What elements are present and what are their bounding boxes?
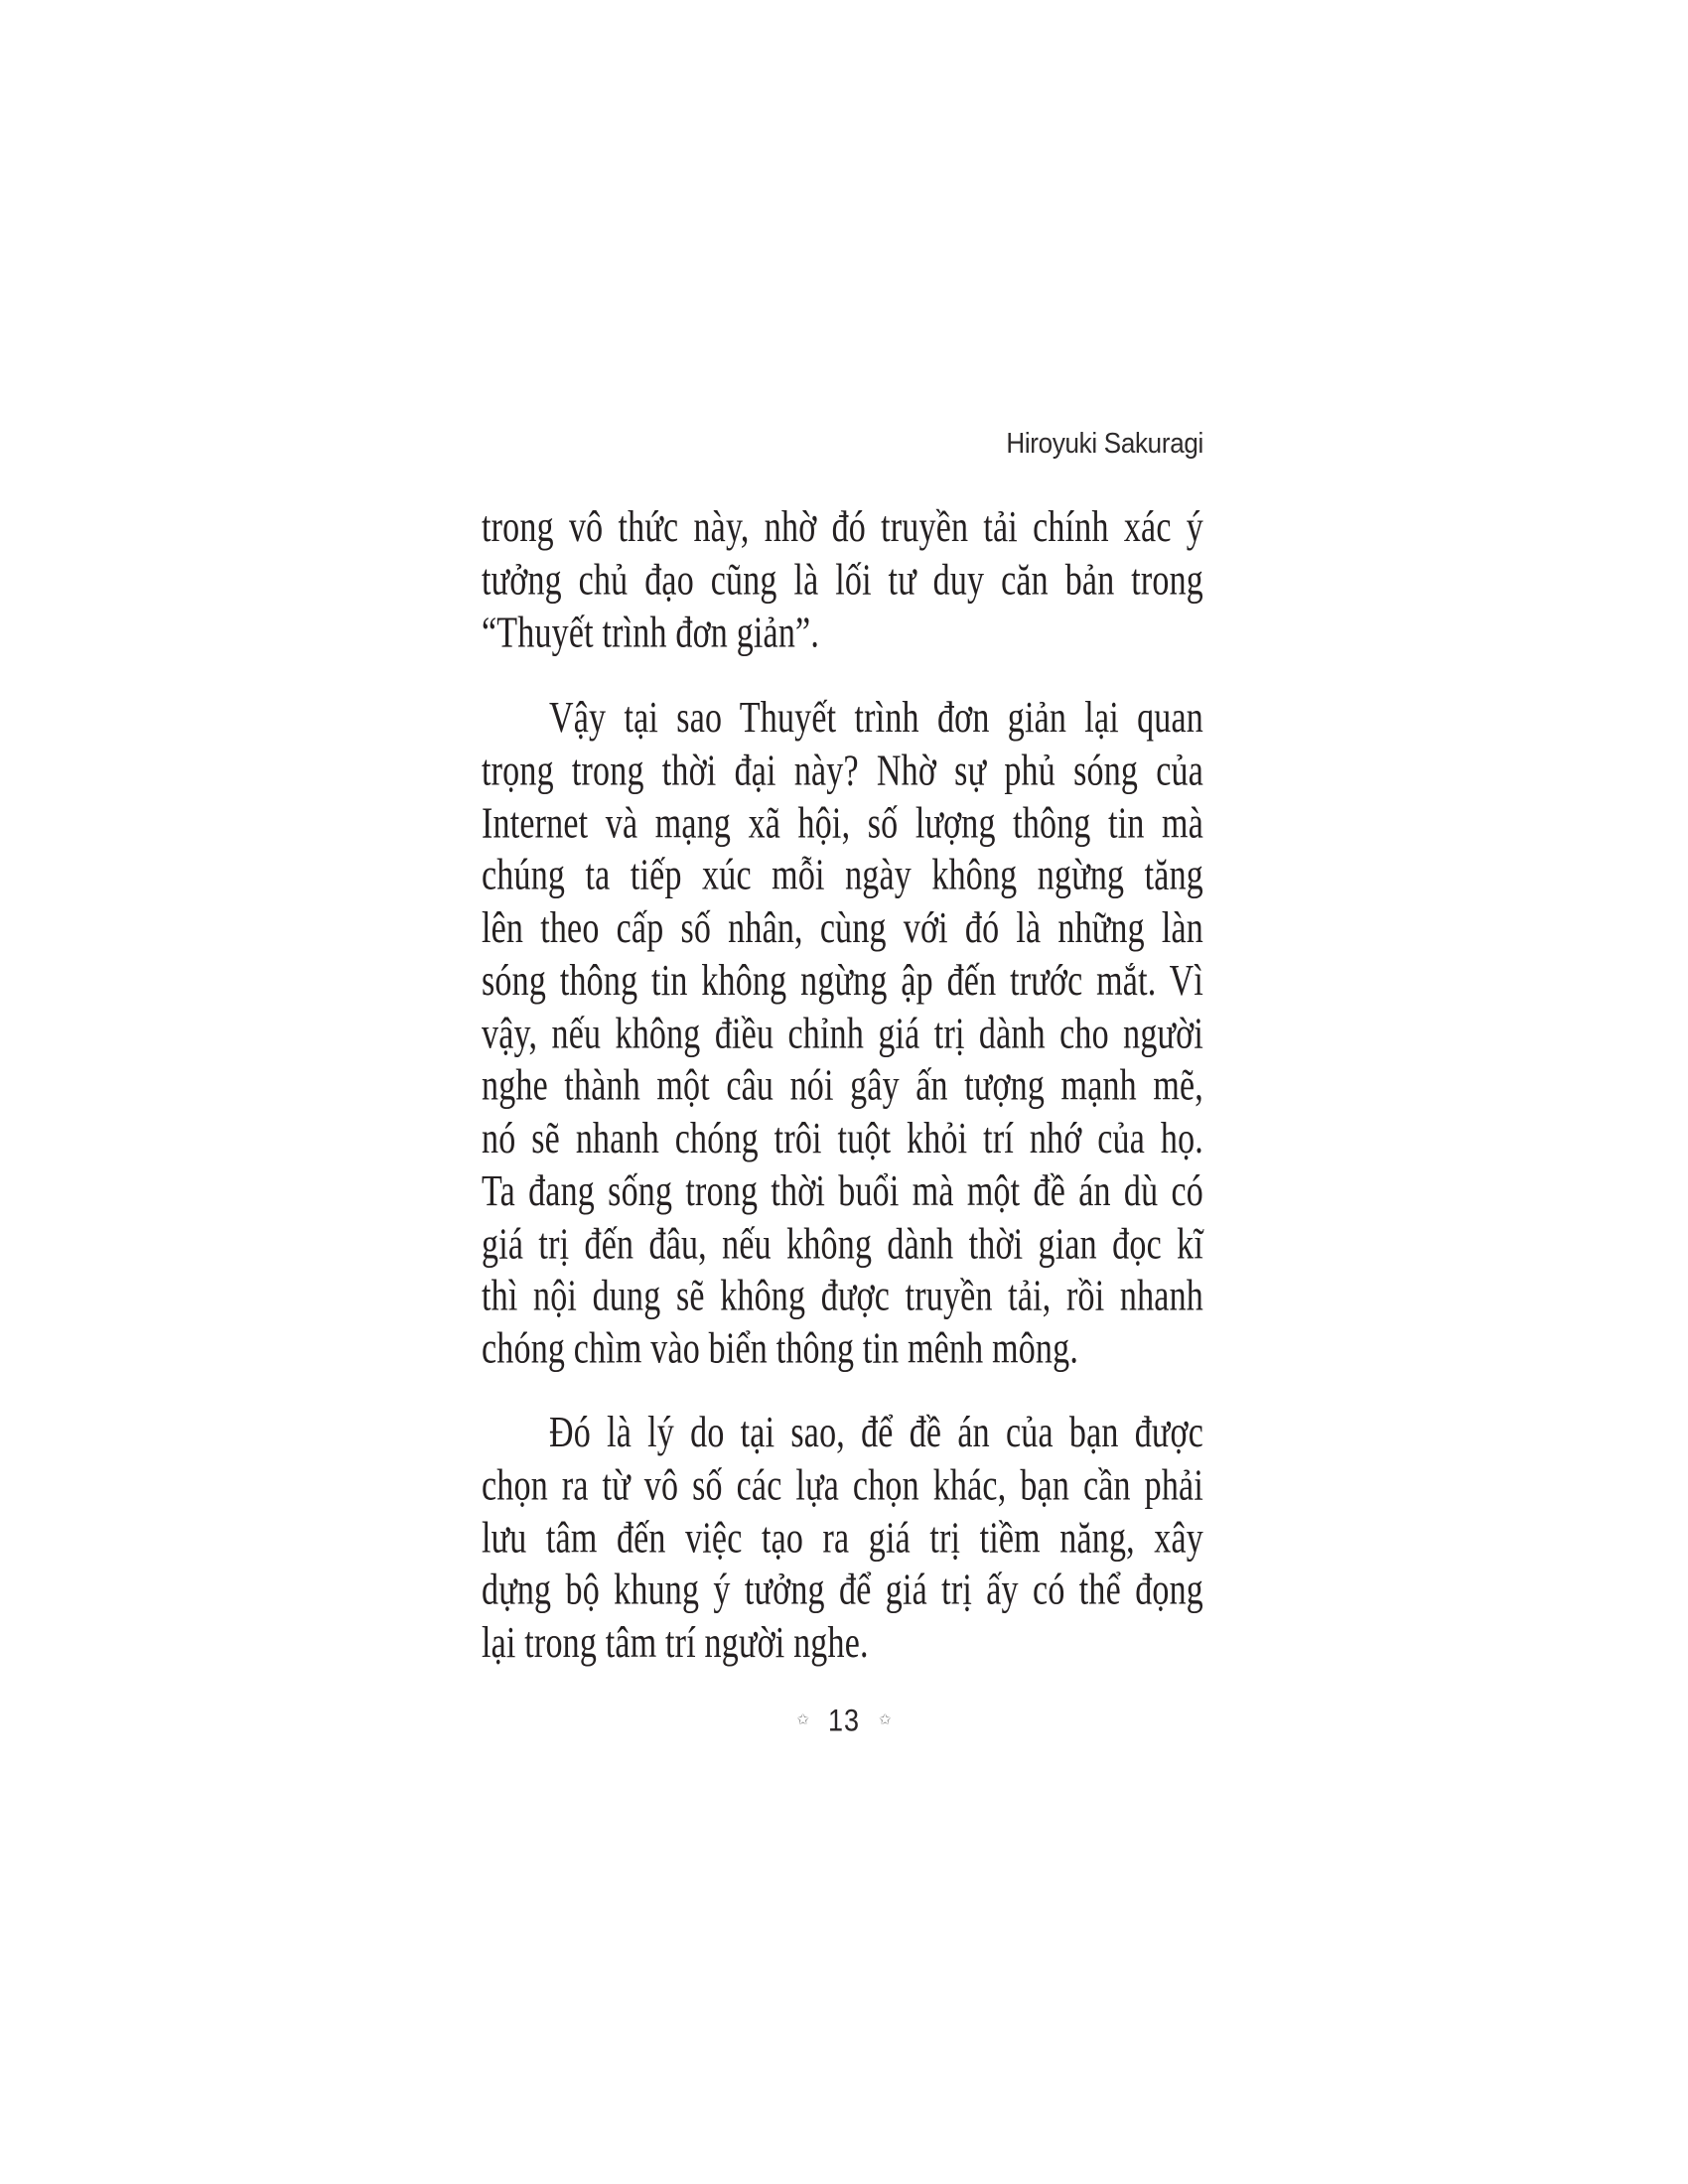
text-line-content: Ta đang sống trong thời buổi mà một đề án dù có [482,1167,1203,1216]
text-line [482,1009,1203,1061]
text-line-content: Internet và mạng xã hội, số lượng thông tin mà [482,799,1203,848]
text-line [482,1408,1203,1460]
text-line [482,1513,1203,1566]
text-line [482,1219,1203,1272]
text-line-content: lưu tâm đến việc tạo ra giá trị tiềm năng, xây [482,1514,1203,1563]
paragraph [482,1408,1203,1671]
text-line-content: lên theo cấp số nhân, cùng với đó là những làn [482,904,1203,953]
text-line-content: giá trị đến đâu, nếu không dành thời gian đọc kĩ [482,1220,1203,1269]
text-line [482,1566,1203,1618]
star-ornament-left-icon: ✩ [796,1712,809,1728]
text-line [482,956,1203,1009]
text-line-content: vậy, nếu không điều chỉnh giá trị dành cho người [482,1010,1203,1058]
text-line-content: dựng bộ khung ý tưởng để giá trị ấy có thể đọng [482,1567,1203,1615]
text-line [482,1618,1203,1671]
paragraph [482,693,1203,1377]
text-line-content: chúng ta tiếp xúc mỗi ngày không ngừng tăng [482,852,1203,900]
text-line [482,693,1203,746]
text-line-content: sóng thông tin không ngừng ập đến trước mắt. Vì [482,957,1203,1006]
text-line [482,1324,1203,1377]
text-line-content: trọng trong thời đại này? Nhờ sự phủ sóng của [482,747,1203,795]
text-line [482,555,1203,608]
text-line [482,746,1203,798]
text-line-content: Đó là lý do tại sao, để đề án của bạn được [549,1409,1203,1457]
text-line-content: nghe thành một câu nói gây ấn tượng mạnh mẽ, [482,1062,1203,1111]
text-line [482,798,1203,851]
text-line [482,608,1203,660]
text-line-content: tưởng chủ đạo cũng là lối tư duy căn bản trong [482,556,1203,605]
text-line-content: chóng chìm vào biển thông tin mênh mông. [482,1325,1079,1374]
text-line [482,1114,1203,1166]
text-line [482,1166,1203,1219]
page-number-row [0,1703,1688,1738]
text-line [482,851,1203,903]
page-number: 13 [827,1703,861,1738]
text-line [482,1272,1203,1324]
text-line-content: “Thuyết trình đơn giản”. [482,609,820,657]
text-line [482,903,1203,956]
text-line [482,1061,1203,1114]
text-line-content: nó sẽ nhanh chóng trôi tuột khỏi trí nhớ của họ. [482,1115,1203,1163]
text-line-content: thì nội dung sẽ không được truyền tải, rồi nhanh [482,1273,1203,1321]
text-line-content: lại trong tâm trí người nghe. [482,1619,869,1668]
text-line [482,502,1203,555]
text-line [482,1460,1203,1513]
text-line-content: chọn ra từ vô số các lựa chọn khác, bạn cần phải [482,1461,1203,1510]
star-ornament-right-icon: ✩ [879,1712,892,1728]
paragraph [482,502,1203,660]
running-header: Hiroyuki Sakuragi [1006,426,1203,460]
text-line-content: trong vô thức này, nhờ đó truyền tải chính xác ý [482,503,1203,552]
text-line-content: Vậy tại sao Thuyết trình đơn giản lại quan [549,694,1203,743]
